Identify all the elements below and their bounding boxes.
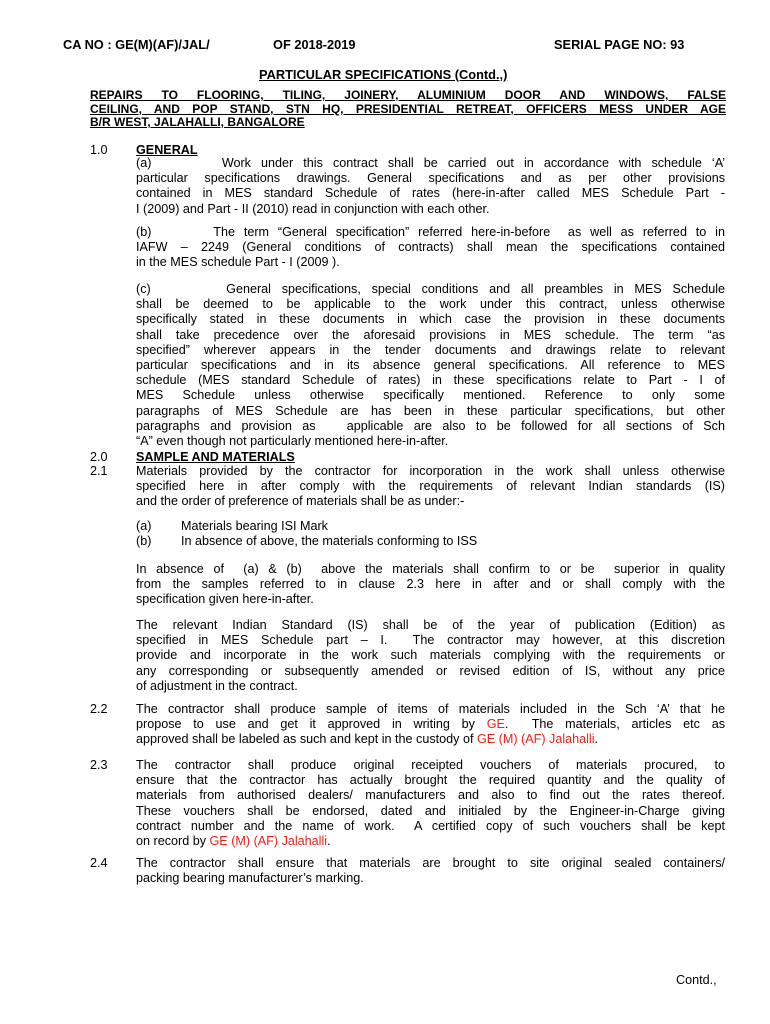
paragraph-1a [136,156,725,217]
text-line: packing bearing manufacturer’s marking. [136,871,364,886]
continued-marker: Contd., [676,973,717,987]
paragraph-2-4 [136,856,725,886]
list-label: (b) [136,534,152,548]
text-line: contained in MES standard Schedule of rates (here-in-after called MES Schedule Part - [136,186,725,201]
text-line: The contractor shall ensure that materials are brought to site original sealed containers/ [136,856,725,870]
text-segment: . [594,732,599,747]
paragraph-indian-standard [136,618,725,694]
text-line: particular specifications and in its absence general specifications. All reference to MES [136,358,725,373]
section-number: 2.0 [90,450,108,464]
office-reference: GE (M) (AF) Jalahalli [476,732,595,747]
text-line: from the samples referred to in clause 2.3 here in after and or shall comply with the [136,577,725,592]
paragraph-absence [136,562,725,608]
clause-number: 2.2 [90,702,108,716]
text-line: materials from authorised dealers/ manufacturers and also to find out the rates thereof. [136,788,725,803]
text-line: “A” even though not particularly mentioned here-in-after. [136,434,449,449]
text-line: contract number and the name of work. A certified copy of such vouchers shall be kept [136,818,725,833]
text-line: provide and incorporate in the work such materials complying with the requirements or [136,648,725,663]
text-segment: . The materials, articles etc as [504,717,725,732]
text-line: IAFW – 2249 (General conditions of contracts) shall mean the specifications contained [136,240,725,255]
text-line: MES Schedule unless otherwise specifically mentioned. Reference to only some [136,388,725,403]
text-segment: propose to use and get it approved in writing by [136,717,487,732]
office-reference: GE [486,717,505,732]
work-title [90,89,726,130]
text-line [136,834,725,849]
text-line: (b) The term “General specification” referred here-in-before as well as referred to in [136,225,725,239]
paragraph-2-1 [136,464,725,510]
text-line: These vouchers shall be endorsed, dated and initialed by the Engineer-in-Charge giving [136,803,725,818]
section-number: 1.0 [90,143,108,157]
text-line: (a) Work under this contract shall be carried out in accordance with schedule ‘A’ [136,156,725,170]
text-line: In absence of (a) & (b) above the materials shall confirm to or be superior in quality [136,562,725,576]
text-line: and the order of preference of materials shall be as under:- [136,494,465,509]
text-line: ensure that the contractor has actually brought the required quantity and the quality of [136,773,725,788]
list-item: Materials bearing ISI Mark [181,519,328,533]
text-line [136,732,725,747]
clause-number: 2.3 [90,758,108,772]
text-line: I (2009) and Part - II (2010) read in conjunction with each other. [136,201,490,216]
list-item: In absence of above, the materials conforming to ISS [181,534,478,548]
text-line: specified in MES Schedule part – I. The contractor may however, at this discretion [136,633,725,648]
text-line: any corresponding or subsequently amended or revised edition of IS, without any price [136,663,725,678]
paragraph-1c [136,282,725,449]
text-line: The contractor shall produce sample of items of materials included in the Sch ‘A’ that he [136,702,725,716]
text-line [136,717,725,732]
serial-page-number: SERIAL PAGE NO: 93 [554,37,685,52]
text-line: shall take precedence over the aforesaid provisions in MES schedule. The term “as [136,327,725,342]
text-line: The relevant Indian Standard (IS) shall be of the year of publication (Edition) as [136,618,725,632]
clause-number: 2.1 [90,464,108,478]
text-line: The contractor shall produce original receipted vouchers of materials procured, to [136,758,725,772]
text-line: (c) General specifications, special conditions and all preambles in MES Schedule [136,282,725,296]
text-line: specified” wherever appears in the tender documents and drawings relate to relevant [136,342,725,357]
text-segment: approved shall be labeled as such and kept in the custody of [136,732,477,747]
text-line: specifically stated in these documents in which case the provision in these documents [136,312,725,327]
contract-year: OF 2018-2019 [273,37,356,52]
text-line: specified here in after comply with the requirements of relevant Indian standards (IS) [136,479,725,494]
paragraph-2-2 [136,702,725,748]
paragraph-1b [136,225,725,271]
text-segment: . [327,834,331,849]
ca-number: CA NO : GE(M)(AF)/JAL/ [63,37,210,52]
text-line: specification given here-in-after. [136,592,314,607]
text-line: in the MES schedule Part - I (2009 ). [136,255,340,270]
text-line: of adjustment in the contract. [136,678,298,693]
work-title-line: B/R WEST, JALAHALLI, BANGALORE [90,115,305,130]
list-label: (a) [136,519,152,533]
work-title-line: CEILING, AND POP STAND, STN HQ, PRESIDENTIAL RETREAT, OFFICERS MESS UNDER AGE [90,101,726,116]
section-heading: SAMPLE AND MATERIALS [136,450,295,464]
text-line: schedule (MES standard Schedule of rates) in these specifications relate to Part - I of [136,373,725,388]
text-line: Materials provided by the contractor for incorporation in the work shall unless otherwise [136,464,725,478]
text-line: paragraphs of MES Schedule are has been in these particular specifications, but other [136,403,725,418]
page-title: PARTICULAR SPECIFICATIONS (Contd.,) [259,67,508,82]
text-segment: on record by [136,834,210,849]
office-reference: GE (M) (AF) Jalahalli [209,834,328,849]
text-line: particular specifications drawings. General specifications and as per other provisions [136,171,725,186]
section-heading: GENERAL [136,143,198,157]
paragraph-2-3 [136,758,725,849]
clause-number: 2.4 [90,856,108,870]
text-line: shall be deemed to be applicable to the work under this contract, unless otherwise [136,297,725,312]
work-title-line: REPAIRS TO FLOORING, TILING, JOINERY, ALUMINIUM DOOR AND WINDOWS, FALSE [90,88,726,102]
text-line: paragraphs and provision as applicable are also to be followed for all sections of Sch [136,418,725,433]
